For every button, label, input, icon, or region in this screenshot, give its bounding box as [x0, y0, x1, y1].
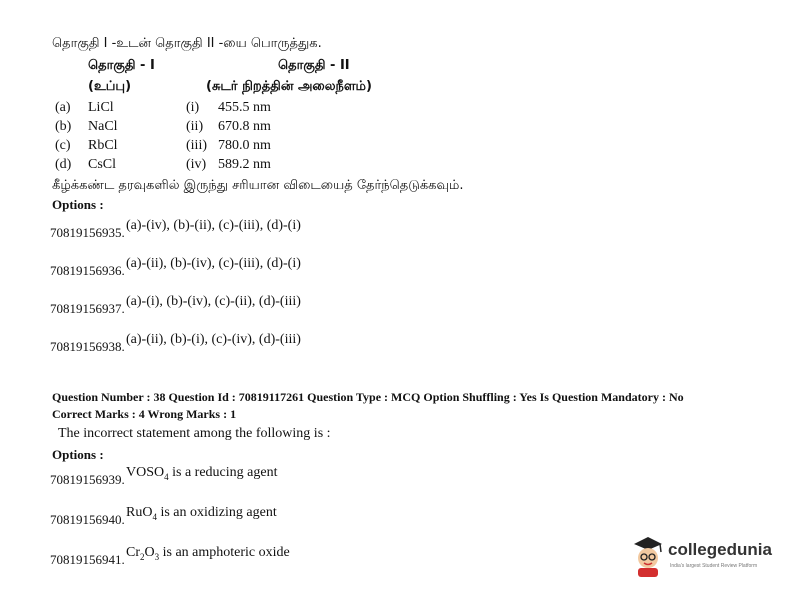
row-label-a: (a): [55, 100, 71, 115]
question-meta: Question Number : 38 Question Id : 70819117261 Question Type : MCQ Option Shuffling : Yes Is Question Mandatory : No: [52, 390, 684, 404]
row-label-b: (b): [55, 119, 72, 134]
column2-header: தொகுதி - II: [278, 58, 350, 73]
option-text: $Cr_2O_3$ is an amphoteric oxide: [126, 545, 290, 562]
option-id: 70819156941.: [50, 552, 125, 567]
option-text: RuO$_4$ is an oxidizing agent: [126, 505, 277, 522]
row-label-ii: (ii): [186, 119, 204, 134]
column1-subheader: (உப்பு): [88, 79, 132, 94]
salt-value: LiCl: [88, 100, 114, 115]
option-text: $VOSO_4$ is a reducing agent: [126, 465, 278, 482]
question-instruction: தொகுதி I -உடன் தொகுதி II -யை பொருத்துக.: [52, 36, 322, 51]
choose-instruction: கீழ்க்கண்ட தரவுகளில் இருந்து சரியான விடையைத் தேர்ந்தெடுக்கவும்.: [52, 178, 464, 193]
column1-header: தொகுதி - I: [88, 58, 155, 73]
wavelength-value: 455.5 nm: [218, 100, 271, 115]
option-id: 70819156937.: [50, 301, 125, 316]
option-text: (a)-(iv), (b)-(ii), (c)-(iii), (d)-(i): [126, 218, 301, 233]
salt-value: CsCl: [88, 157, 117, 172]
option-text: (a)-(i), (b)-(iv), (c)-(ii), (d)-(iii): [126, 294, 301, 309]
options-label: Options :: [52, 197, 104, 212]
option-id: 70819156936.: [50, 263, 125, 278]
question-marks: Correct Marks : 4 Wrong Marks : 1: [52, 407, 237, 421]
row-label-c: (c): [55, 138, 71, 153]
option-text: (a)-(ii), (b)-(i), (c)-(iv), (d)-(iii): [126, 332, 301, 347]
wavelength-value: 780.0 nm: [218, 138, 271, 153]
row-label-d: (d): [55, 157, 72, 172]
salt-value: RbCl: [88, 138, 118, 153]
collegedunia-watermark: [630, 534, 770, 584]
wavelength-value: 670.8 nm: [218, 119, 271, 134]
brand-tagline: India's largest Student Review Platform: [670, 563, 758, 569]
row-label-iv: (iv): [186, 157, 207, 172]
mascot-icon: [630, 534, 666, 578]
row-label-iii: (iii): [186, 138, 207, 153]
options-label: Options :: [52, 447, 104, 462]
row-label-i: (i): [186, 100, 200, 115]
option-id: 70819156939.: [50, 472, 125, 487]
question-text: The incorrect statement among the following is :: [58, 426, 331, 441]
brand-name: collegedunia: [668, 540, 772, 559]
wavelength-value: 589.2 nm: [218, 157, 271, 172]
option-text: (a)-(ii), (b)-(iv), (c)-(iii), (d)-(i): [126, 256, 301, 271]
option-id: 70819156935.: [50, 225, 125, 240]
option-id: 70819156938.: [50, 339, 125, 354]
option-id: 70819156940.: [50, 512, 125, 527]
column2-subheader: (சுடர் நிறத்தின் அலைநீளம்): [206, 79, 372, 94]
salt-value: NaCl: [88, 119, 118, 134]
